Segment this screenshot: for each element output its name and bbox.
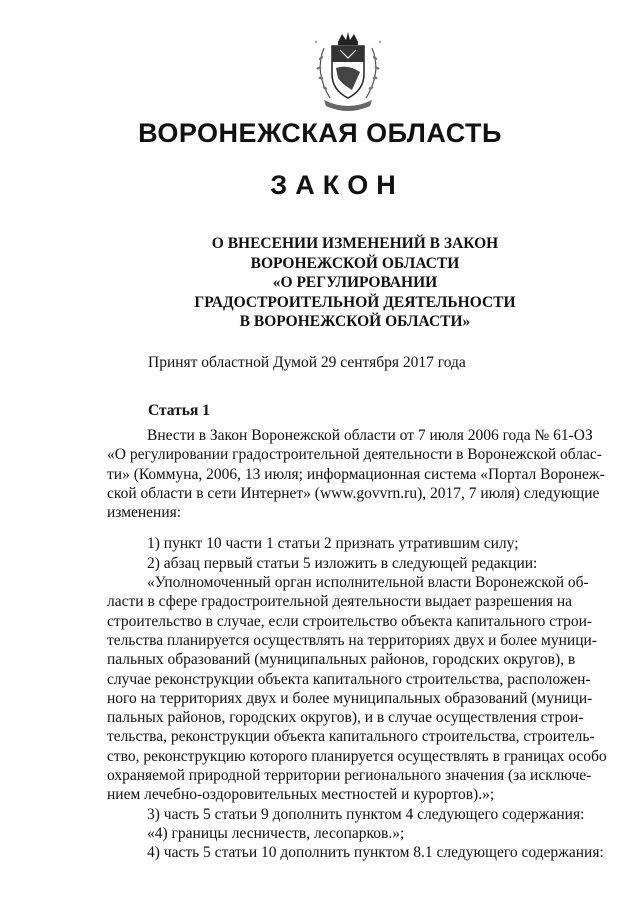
quote-line: тельства, реконструкции объекта капитального строительства, строитель- [107,728,595,746]
quote-line: тельства планируется осуществлять на территориях двух и более муници- [107,631,597,649]
subject-line: В ВОРОНЕЖСКОЙ ОБЛАСТИ» [239,313,471,330]
quote-line: случае реконструкции объекта капитального строительства, расположен- [107,670,591,688]
quote-line: охраняемой природной территории регионального значения (за исключе- [107,767,592,785]
region-title: ВОРОНЕЖСКАЯ ОБЛАСТЬ [138,118,502,148]
paragraph-gap [107,522,569,534]
subject-line: «О РЕГУЛИРОВАНИИ [272,274,438,291]
quote-line: ство, реконструкцию которого планируется осуществлять в границах особо [107,747,607,765]
list-item: 3) часть 5 статьи 9 дополнить пунктом 4 следующего содержания: [147,805,585,823]
quote-line: пальных районов, городских округов), и в случае осуществления строи- [107,709,584,727]
subject-line: ГРАДОСТРОИТЕЛЬНОЙ ДЕЯТЕЛЬНОСТИ [194,293,516,311]
paragraph-line: ти» (Коммуна, 2006, 13 июля; информационная система «Портал Воронеж- [107,465,605,483]
quote-line: пальных образований (муниципальных районов, городских округов), в [107,651,576,669]
list-item-quote: «4) границы лесничеств, лесопарков.»; [147,824,405,842]
law-subject-title [150,234,560,332]
article-heading: Статья 1 [148,402,210,419]
list-item: 4) часть 5 статьи 10 дополнить пунктом 8.1 следующего содержания: [147,844,604,862]
quote-line: ласти в сфере градостроительной деятельности выдает разрешения на [107,593,573,611]
quote-line: ного на территориях двух и более муниципальных образований (муници- [107,689,593,707]
list-item: 1) пункт 10 части 1 статьи 2 признать утратившим силу; [147,535,519,553]
paragraph-line: «О регулировании градостроительной деятельности в Воронежской облас- [107,446,602,464]
article-body [107,426,607,863]
list-item: 2) абзац первый статьи 5 изложить в следующей редакции: [147,554,538,572]
quote-line: строительство в случае, если строительство объекта капитального строи- [107,612,593,630]
adoption-date-line: Принят областной Думой 29 сентября 2017 года [148,354,466,371]
subject-line: О ВНЕСЕНИИ ИЗМЕНЕНИЙ В ЗАКОН [211,235,499,252]
paragraph-line: изменения: [107,504,182,522]
paragraph-line: ской области в сети Интернет» (www.govvrn.ru), 2017, 7 июля) следующие [107,484,600,502]
paragraph-line: Внести в Закон Воронежской области от 7 июля 2006 года № 61-ОЗ [147,427,593,444]
coat-of-arms-emblem [302,28,394,114]
quote-line: «Уполномоченный орган исполнительной власти Воронежской об- [147,574,589,592]
subject-line: ВОРОНЕЖСКОЙ ОБЛАСТИ [250,254,460,272]
law-title: ЗАКОН [270,170,404,200]
quote-line: нием лечебно-оздоровительных местностей и курортов).»; [107,786,495,804]
